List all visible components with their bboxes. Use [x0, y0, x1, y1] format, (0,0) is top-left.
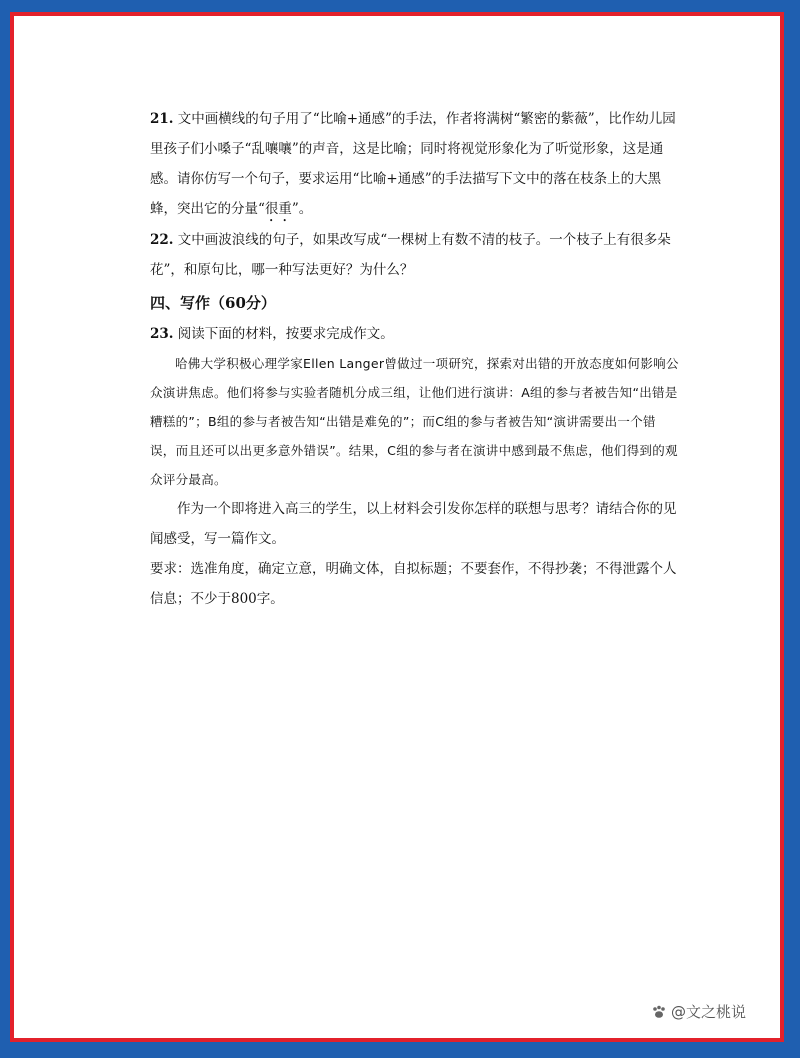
question-21-number: 21. [150, 111, 174, 127]
question-22-text: 文中画波浪线的句子，如果改写成“一棵树上有数不清的枝子。一个枝子上有很多朵花”，和原句比，哪一种写法更好？为什么？ [150, 232, 671, 278]
question-23 [150, 319, 680, 349]
question-21 [150, 104, 680, 225]
question-23-number: 23. [150, 326, 174, 342]
question-21-emphasis: 很重 [264, 201, 292, 217]
paw-icon [651, 1004, 667, 1020]
question-22 [150, 225, 680, 285]
question-23-text: 阅读下面的材料，按要求完成作文。 [173, 326, 394, 342]
watermark [651, 1001, 746, 1022]
section-heading-writing: 四、写作（60分） [150, 294, 276, 312]
question-23-material: 哈佛大学积极心理学家Ellen Langer曾做过一项研究，探索对出错的开放态度如何影响公众演讲焦虑。他们将参与实验者随机分成三组，让他们进行演讲：A组的参与者被告知“出错是糟糕的”；B组的参与者被告知“出错是难免的”；而C组的参与者被告知“演讲需要出一个错误，而且还可以出更多意外错误”。结果，C组的参与者在演讲中感到最不焦虑，他们得到的观众评分最高。 [150, 356, 679, 487]
question-22-number: 22. [150, 232, 174, 248]
document-body [150, 104, 680, 614]
page-frame [10, 12, 784, 1042]
watermark-text: @文之桃说 [670, 1003, 746, 1021]
question-23-requirements: 要求：选准角度，确定立意，明确文体，自拟标题；不要套作，不得抄袭；不得泄露个人信息；不少于800字。 [150, 561, 677, 607]
question-21-text: 文中画横线的句子用了“比喻+通感”的手法，作者将满树“繁密的紫薇”，比作幼儿园里孩子们小嗓子“乱嚷嚷”的声音，这是比喻；同时将视觉形象化为了听觉形象，这是通感。请你仿写一个句子，要求运用“比喻+通感”的手法描写下文中的落在枝条上的大黑蜂，突出它的分量“ [150, 111, 676, 217]
question-21-text-end: ”。 [291, 201, 313, 217]
question-23-prompt: 作为一个即将进入高三的学生，以上材料会引发你怎样的联想与思考？请结合你的见闻感受，写一篇作文。 [150, 501, 677, 547]
